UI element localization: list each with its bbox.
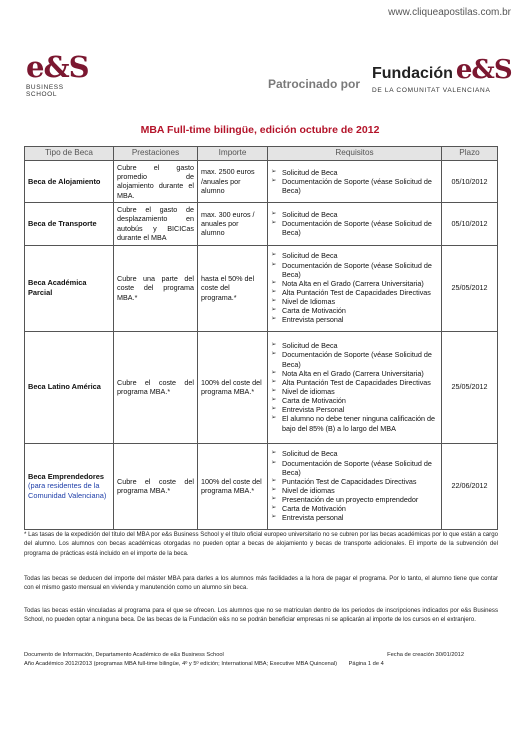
scholarship-table (24, 146, 498, 530)
cell-prestaciones: Cubre el coste del programa MBA.* (114, 331, 198, 443)
requirement-item: ➢ Documentación de Soporte (véase Solicitud de Beca) (271, 350, 438, 368)
table-row (25, 443, 498, 529)
table-row (25, 203, 498, 245)
table-header-row (25, 147, 498, 161)
cell-requisitos (268, 443, 442, 529)
footer-creation-date: Fecha de creación 30/01/2012 (387, 652, 464, 658)
requirements-list (271, 341, 438, 432)
tipo-label: Beca Latino América (28, 382, 101, 392)
requirements-list (271, 210, 438, 237)
tipo-label: Beca Emprendedores (28, 471, 104, 481)
requirement-item: ➢ Nivel de Idiomas (271, 297, 438, 306)
fundacion-subtitle: DE LA COMUNITAT VALENCIANA (372, 87, 491, 94)
requirement-item: ➢ Solicitud de Beca (271, 341, 438, 350)
footer-academic-year: Año Académico 2012/2013 (programas MBA full-time bilingüe, 4º y 5º edición; International MBA; Executive MBA Quincenal) (24, 661, 338, 668)
cell-plazo: 05/10/2012 (442, 160, 498, 202)
requirement-item: ➢ El alumno no debe tener ninguna calificación de bajo del 85% (B) a lo largo del MBA (271, 414, 438, 432)
requirement-item: ➢ Carta de Motivación (271, 396, 438, 405)
requirement-item: ➢ Solicitud de Beca (271, 210, 438, 219)
requirement-item: ➢ Entrevista personal (271, 513, 438, 522)
table-row (25, 245, 498, 331)
cell-requisitos (268, 160, 442, 202)
cell-requisitos (268, 331, 442, 443)
requirement-item: ➢ Carta de Motivación (271, 504, 438, 513)
tipo-label: Beca de Alojamiento (28, 176, 101, 186)
requirement-item: ➢ Nivel de idiomas (271, 486, 438, 495)
requirement-item: ➢ Alta Puntación Test de Capacidades Directivas (271, 288, 438, 297)
requirement-item: ➢ Solicitud de Beca (271, 251, 438, 260)
watermark-url: www.cliqueapostilas.com.br (388, 7, 511, 18)
requirement-item: ➢ Solicitud de Beca (271, 168, 438, 177)
cell-tipo (25, 160, 114, 202)
requirement-item: ➢ Solicitud de Beca (271, 449, 438, 458)
cell-tipo (25, 443, 114, 529)
requirement-item: ➢ Documentación de Soporte (véase Solicitud de Beca) (271, 261, 438, 279)
footer-page-number: Página 1 de 4 (348, 661, 384, 668)
requirement-item: ➢ Alta Puntación Test de Capacidades Directivas (271, 378, 438, 387)
requirement-item: ➢ Nota Alta en el Grado (Carrera Universitaria) (271, 369, 438, 378)
table-row (25, 160, 498, 202)
requirement-item: ➢ Entrevista personal (271, 315, 438, 324)
cell-prestaciones: Cubre el gasto de desplazamiento en autobús y BICICas durante el MBA (114, 203, 198, 245)
note-asterisk: * Las tasas de la expedición del título del MBA por e&s Business School y el título oficial europeo universitario no se cubren por las becas académicas por lo que están a cargo del alumno. Los alumnos con becas académicas otorgadas no pueden optar a becas de alojamiento y becas de transporte adicionales. El importe de la subvención del programa de prácticas está incluido en el importe de la beca. (24, 531, 498, 557)
footer-doc-info: Documento de Información, Departamento Académico de e&s Business School (24, 652, 224, 658)
tipo-label: Beca de Transporte (28, 219, 97, 228)
logo-mark: e&S (26, 50, 89, 84)
cell-plazo: 22/06/2012 (442, 443, 498, 529)
cell-requisitos (268, 203, 442, 245)
document-title: MBA Full-time bilingüe, edición octubre de 2012 (140, 124, 380, 136)
cell-tipo (25, 245, 114, 331)
header-prestaciones: Prestaciones (114, 147, 198, 161)
header-tipo: Tipo de Beca (25, 147, 114, 161)
cell-requisitos (268, 245, 442, 331)
cell-importe: max. 300 euros / anuales por alumno (198, 203, 268, 245)
logo-subtitle: BUSINESS SCHOOL (26, 84, 64, 98)
tipo-label: Beca Académica Parcial (28, 278, 87, 298)
cell-plazo: 05/10/2012 (442, 203, 498, 245)
requirement-item: ➢ Documentación de Soporte (véase Solicitud de Beca) (271, 177, 438, 195)
cell-importe: 100% del coste del programa MBA.* (198, 331, 268, 443)
requirements-list (271, 168, 438, 195)
requirement-item: ➢ Carta de Motivación (271, 306, 438, 315)
cell-tipo (25, 203, 114, 245)
note-linkage: Todas las becas están vinculadas al programa para el que se ofrecen. Los alumnos que no se matriculan dentro de los periodos de inscripciones indicados por e&s Business School, no pueden optar a ninguna beca. De las becas de la Fundación e&s no se podrán beneficiar empresas ni se aplicarán al importe de los cursos en el extranjero. (24, 607, 498, 624)
requirement-item: ➢ Presentación de un proyecto emprendedor (271, 495, 438, 504)
cell-prestaciones: Cubre el coste del programa MBA.* (114, 443, 198, 529)
requirement-item: ➢ Nivel de idiomas (271, 387, 438, 396)
requirement-item: ➢ Documentación de Soporte (véase Solicitud de Beca) (271, 459, 438, 477)
requirement-item: ➢ Documentación de Soporte (véase Solicitud de Beca) (271, 219, 438, 237)
fundacion-mark: e&S (455, 55, 512, 85)
requirements-list (271, 251, 438, 324)
tipo-extra: (para residentes de la Comunidad Valenciana) (28, 481, 107, 500)
cell-importe: hasta el 50% del coste del programa.* (198, 245, 268, 331)
footer (24, 651, 498, 669)
cell-importe: max. 2500 euros /anuales por alumno (198, 160, 268, 202)
business-school-logo (26, 50, 89, 98)
fundacion-logo (372, 55, 512, 94)
note-deduction: Todas las becas se deducen del importe del máster MBA para darles a los alumnos más facilidades a la hora de pagar el programa. Por lo tanto, el alumno tiene que contar con el mismo gasto mensual en vivienda y manutención como un alumno sin beca. (24, 575, 498, 592)
header-importe: Importe (198, 147, 268, 161)
requirement-item: ➢ Entrevista Personal (271, 405, 438, 414)
requirements-list (271, 449, 438, 522)
cell-importe: 100% del coste del programa MBA.* (198, 443, 268, 529)
cell-prestaciones: Cubre el gasto promedio de alojamiento durante el MBA. (114, 160, 198, 202)
header-requisitos: Requisitos (268, 147, 442, 161)
fundacion-word: Fundación (372, 65, 453, 82)
cell-plazo: 25/05/2012 (442, 245, 498, 331)
requirement-item: ➢ Nota Alta en el Grado (Carrera Universitaria) (271, 279, 438, 288)
sponsor-text: Patrocinado por (268, 77, 361, 91)
requirement-item: ➢ Puntación Test de Capacidades Directivas (271, 477, 438, 486)
cell-plazo: 25/05/2012 (442, 331, 498, 443)
cell-tipo (25, 331, 114, 443)
cell-prestaciones: Cubre una parte del coste del programa MBA.* (114, 245, 198, 331)
table-row (25, 331, 498, 443)
header-plazo: Plazo (442, 147, 498, 161)
